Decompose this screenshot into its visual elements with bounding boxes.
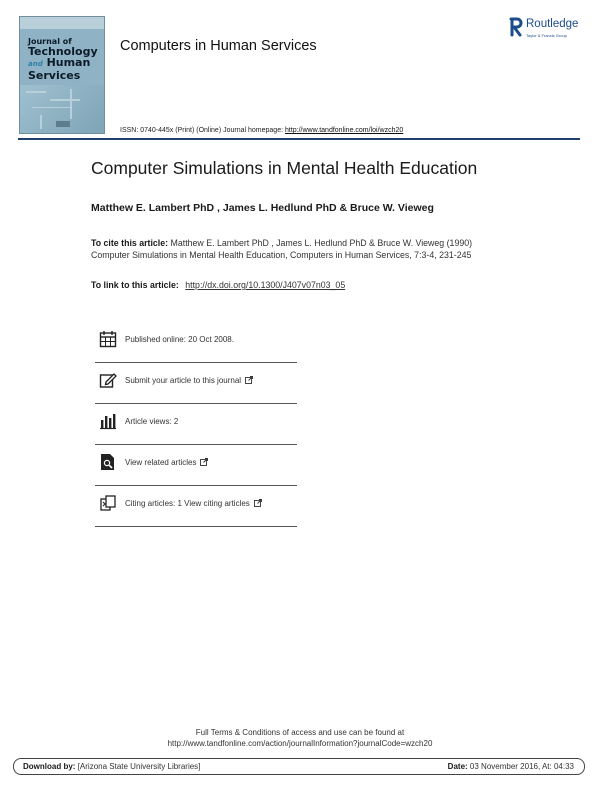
cover-title-line4: Services	[28, 69, 81, 82]
article-views-text: Article views: 2	[125, 417, 179, 426]
calendar-icon	[99, 330, 117, 348]
download-info-bar	[13, 758, 585, 775]
cite-label: To cite this article:	[91, 238, 169, 248]
published-date-text: Published online: 20 Oct 2008.	[125, 335, 234, 344]
article-title: Computer Simulations in Mental Health Education	[91, 158, 478, 178]
cover-title-and: and	[28, 60, 43, 68]
submit-article-item[interactable]	[95, 363, 297, 404]
publisher-name: Routledge	[526, 18, 579, 30]
related-articles-link[interactable]: View related articles	[125, 458, 197, 467]
external-link-icon	[254, 499, 262, 507]
link-label: To link to this article:	[91, 280, 179, 290]
cover-title-line1: Journal of	[28, 37, 72, 46]
header-divider	[18, 138, 580, 140]
article-views-item	[95, 404, 297, 445]
article-info-list	[95, 322, 297, 527]
issn-text: ISSN: 0740-445x (Print) (Online) Journal homepage:	[120, 127, 284, 134]
related-articles-item[interactable]	[95, 445, 297, 486]
doi-link[interactable]: http://dx.doi.org/10.1300/J407v07n03_05	[185, 280, 346, 290]
article-link-line	[91, 280, 345, 290]
download-label: Download by:	[23, 762, 76, 771]
cite-text: Matthew E. Lambert PhD , James L. Hedlund PhD & Bruce W. Vieweg (1990) Computer Simulations in Mental Health Education, Computers in Human Services, 7:3-4, 231-245	[91, 238, 473, 260]
journal-homepage-link[interactable]: http://www.tandfonline.com/loi/wzch20	[284, 127, 404, 134]
external-link-icon	[245, 376, 253, 384]
routledge-r-icon	[509, 17, 523, 37]
citing-articles-item[interactable]	[95, 486, 297, 527]
journal-cover-image	[19, 16, 105, 134]
external-link-icon	[200, 458, 208, 466]
bar-chart-icon	[99, 412, 117, 430]
edit-icon	[99, 371, 117, 389]
submit-article-link[interactable]: Submit your article to this journal	[125, 376, 242, 385]
citing-articles-icon	[99, 494, 117, 512]
cover-title-line3: Human	[46, 56, 91, 69]
date-label: Date:	[447, 762, 468, 771]
article-authors: Matthew E. Lambert PhD , James L. Hedlund PhD & Bruce W. Vieweg	[91, 202, 434, 214]
download-date: 03 November 2016, At: 04:33	[469, 762, 574, 771]
terms-url[interactable]: http://www.tandfonline.com/action/journalInformation?journalCode=wzch20	[167, 739, 433, 748]
download-institution: [Arizona State University Libraries]	[77, 762, 201, 771]
cover-title-line2: Technology	[28, 45, 98, 58]
terms-notice	[0, 727, 600, 749]
publisher-tagline: Taylor & Francis Group	[526, 33, 567, 38]
published-date-item	[95, 322, 297, 363]
citing-articles-link[interactable]: Citing articles: 1 View citing articles	[125, 499, 250, 508]
routledge-logo	[509, 17, 593, 43]
cover-title	[28, 37, 100, 81]
search-document-icon	[99, 453, 117, 471]
citation-block	[91, 237, 501, 261]
issn-line	[120, 127, 403, 134]
cover-publisher-logo	[56, 121, 70, 127]
cover-header-strip	[20, 17, 104, 29]
terms-line1: Full Terms & Conditions of access and use can be found at	[195, 728, 405, 737]
journal-title: Computers in Human Services	[120, 38, 317, 54]
